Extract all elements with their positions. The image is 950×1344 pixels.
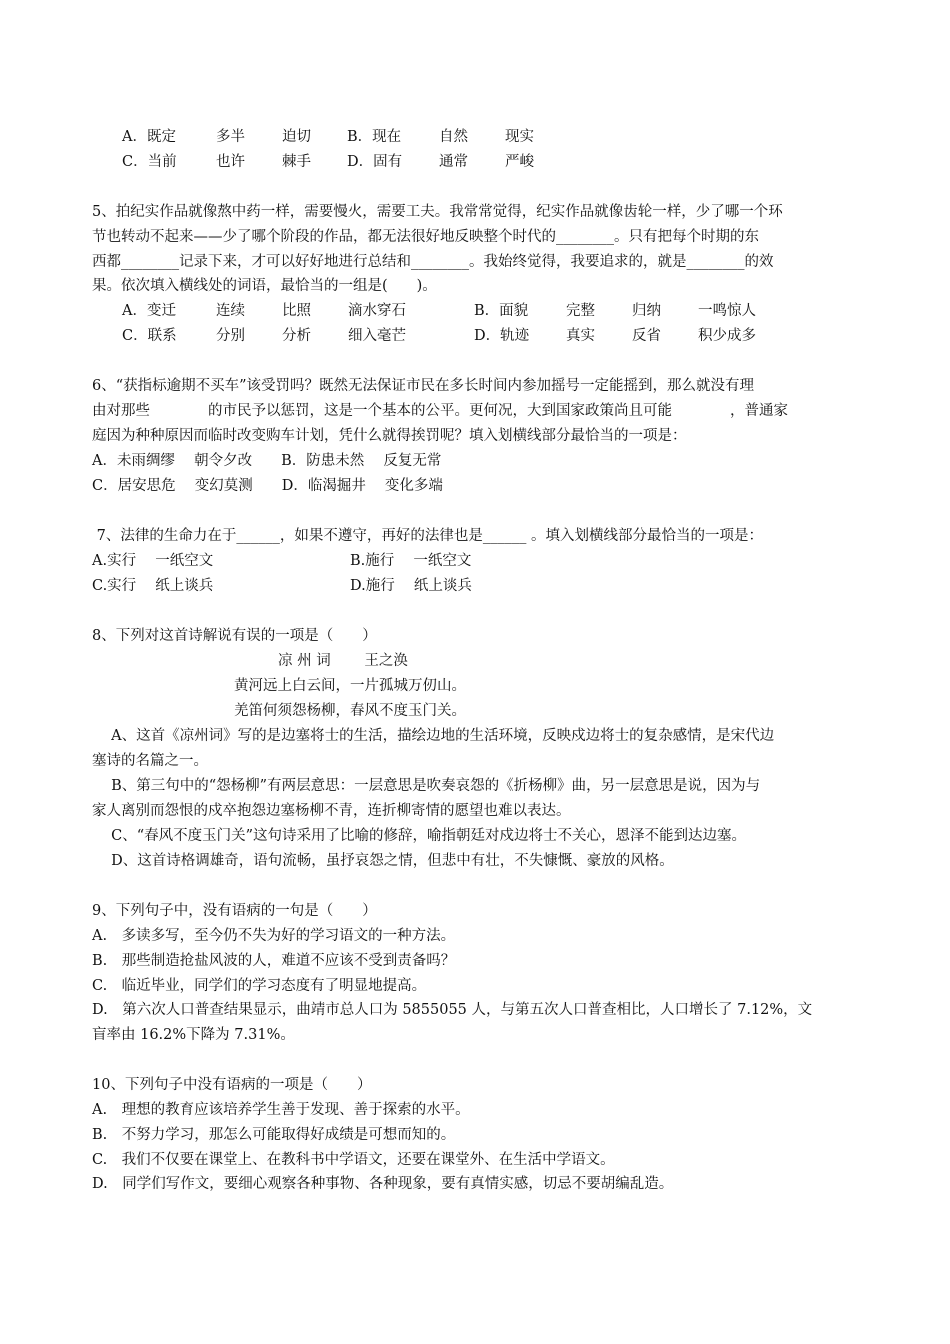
q5-option-b-word-2: 完整 — [566, 303, 595, 319]
q9-option-d-line-1: D. 第六次人口普查结果显示，曲靖市总人口为 5855055 人，与第五次人口普查相比，人口增长了 7.12%，文 — [92, 1002, 813, 1018]
q10-option-a: A. 理想的教育应该培养学生善于发现、善于探索的水平。 — [92, 1102, 470, 1118]
q7-option-b: B.施行 一纸空文 — [350, 553, 472, 569]
q5-stem-line-4: 果。依次填入横线处的词语，最恰当的一组是( )。 — [92, 278, 437, 294]
q5-option-row-1 — [122, 301, 756, 321]
q7-option-a: A.实行 一纸空文 — [92, 553, 214, 569]
q8-option-c: C、“春风不度玉门关”这句诗采用了比喻的修辞，喻指朝廷对戍边将士不关心，恩泽不能到达边塞。 — [92, 828, 747, 844]
q9-option-c: C. 临近毕业，同学们的学习态度有了明显地提高。 — [92, 978, 427, 994]
q5-option-c-word-3: 分析 — [282, 328, 311, 344]
q4-option-d: D．固有 — [347, 154, 403, 170]
q5-option-b-word-4: 一鸣惊人 — [698, 303, 756, 319]
q4-option-b: B．现在 — [347, 129, 402, 145]
q4-option-d-word-2: 通常 — [439, 154, 468, 170]
q5-option-b: B．面貌 — [474, 303, 529, 319]
q5-option-c: C．联系 — [122, 328, 177, 344]
q9-option-d-line-2: 盲率由 16.2%下降为 7.31%。 — [92, 1027, 295, 1043]
q8-option-a-line-1: A、这首《凉州词》写的是边塞将士的生活，描绘边地的生活环境，反映戍边将士的复杂感情，是宋代边 — [92, 728, 775, 744]
q4-option-row-1 — [122, 127, 534, 147]
q5-option-c-word-2: 分别 — [216, 328, 245, 344]
q5-option-d-word-2: 真实 — [566, 328, 595, 344]
q7-option-c: C.实行 纸上谈兵 — [92, 578, 214, 594]
q6-options-line-2: C．居安思危 变幻莫测 D．临渴掘井 变化多端 — [92, 478, 443, 494]
q5-option-b-word-3: 归纳 — [632, 303, 661, 319]
q4-option-b-word-3: 现实 — [505, 129, 534, 145]
q5-stem-line-3: 西都________记录下来，才可以好好地进行总结和________。我始终觉得，我要追求的，就是________的效 — [92, 254, 774, 270]
q5-option-d: D．轨迹 — [474, 328, 530, 344]
q8-option-d: D、这首诗格调雄奇，语句流畅，虽抒哀怨之情，但悲中有壮，不失慷慨、豪放的风格。 — [92, 853, 674, 869]
q10-option-d: D. 同学们写作文，要细心观察各种事物、各种现象，要有真情实感，切忌不要胡编乱造。 — [92, 1176, 674, 1192]
q10-option-b: B. 不努力学习，那怎么可能取得好成绩是可想而知的。 — [92, 1127, 456, 1143]
q5-stem-line-2: 节也转动不起来——少了哪个阶段的作品，都无法很好地反映整个时代的________。只有把每个时期的东 — [92, 229, 759, 245]
q4-option-c-word-3: 棘手 — [282, 154, 311, 170]
q4-option-c: C．当前 — [122, 154, 177, 170]
q5-stem-line-1: 5、拍纪实作品就像熬中药一样，需要慢火，需要工夫。我常常觉得，纪实作品就像齿轮一样，少了哪一个环 — [92, 204, 783, 220]
q10-stem: 10、下列句子中没有语病的一项是（ ） — [92, 1077, 372, 1093]
q4-option-b-word-2: 自然 — [439, 129, 468, 145]
q5-option-d-word-3: 反省 — [632, 328, 661, 344]
q4-option-a: A．既定 — [122, 129, 176, 145]
q4-option-row-2 — [122, 152, 534, 172]
q9-option-a: A. 多读多写，至今仍不失为好的学习语文的一种方法。 — [92, 928, 456, 944]
q8-option-b-line-1: B、第三句中的“怨杨柳”有两层意思：一层意思是吹奏哀怨的《折杨柳》曲，另一层意思是说，因为与 — [92, 778, 761, 794]
q5-option-c-word-4: 细入毫芒 — [348, 328, 406, 344]
q5-option-a-word-2: 连续 — [216, 303, 245, 319]
q7-option-d: D.施行 纸上谈兵 — [350, 578, 472, 594]
q10-option-c: C. 我们不仅要在课堂上、在教科书中学语文，还要在课堂外、在生活中学语文。 — [92, 1152, 615, 1168]
q5-option-a-word-4: 滴水穿石 — [348, 303, 406, 319]
q8-poem-line-1: 黄河远上白云间，一片孤城万仞山。 — [234, 678, 466, 694]
q8-poem-line-2: 羌笛何须怨杨柳，春风不度玉门关。 — [234, 703, 466, 719]
q8-option-b-line-2: 家人离别而怨恨的戍卒抱怨边塞杨柳不青，连折柳寄情的愿望也难以表达。 — [92, 803, 571, 819]
q4-option-c-word-2: 也许 — [216, 154, 245, 170]
q8-option-a-line-2: 塞诗的名篇之一。 — [92, 753, 208, 769]
q4-option-d-word-3: 严峻 — [505, 154, 534, 170]
q5-option-d-word-4: 积少成多 — [698, 328, 756, 344]
q7-stem: 7、法律的生命力在于______，如果不遵守，再好的法律也是______ 。填入划横线部分最恰当的一项是： — [92, 528, 763, 544]
q9-option-b: B. 那些制造抢盐风波的人，难道不应该不受到责备吗？ — [92, 953, 456, 969]
q4-option-a-word-2: 多半 — [216, 129, 245, 145]
q8-stem: 8、下列对这首诗解说有误的一项是（ ） — [92, 628, 377, 644]
q5-option-a-word-3: 比照 — [282, 303, 311, 319]
q5-option-a: A．变迁 — [122, 303, 176, 319]
q8-poem-title: 凉 州 词 王之涣 — [278, 653, 408, 669]
q5-option-row-2 — [122, 326, 756, 346]
q6-stem-line-1: 6、“获指标逾期不买车”该受罚吗？既然无法保证市民在多长时间内参加摇号一定能摇到，那么就没有理 — [92, 378, 755, 394]
q4-option-a-word-3: 迫切 — [282, 129, 311, 145]
q6-stem-line-3: 庭因为种种原因而临时改变购车计划，凭什么就得挨罚呢？填入划横线部分最恰当的一项是： — [92, 428, 687, 444]
q6-stem-line-2: 由对那些 的市民予以惩罚，这是一个基本的公平。更何况，大到国家政策尚且可能 ，普通家 — [92, 403, 788, 419]
q9-stem: 9、下列句子中，没有语病的一句是（ ） — [92, 903, 377, 919]
q6-options-line-1: A．未雨绸缪 朝令夕改 B．防患未然 反复无常 — [92, 453, 442, 469]
